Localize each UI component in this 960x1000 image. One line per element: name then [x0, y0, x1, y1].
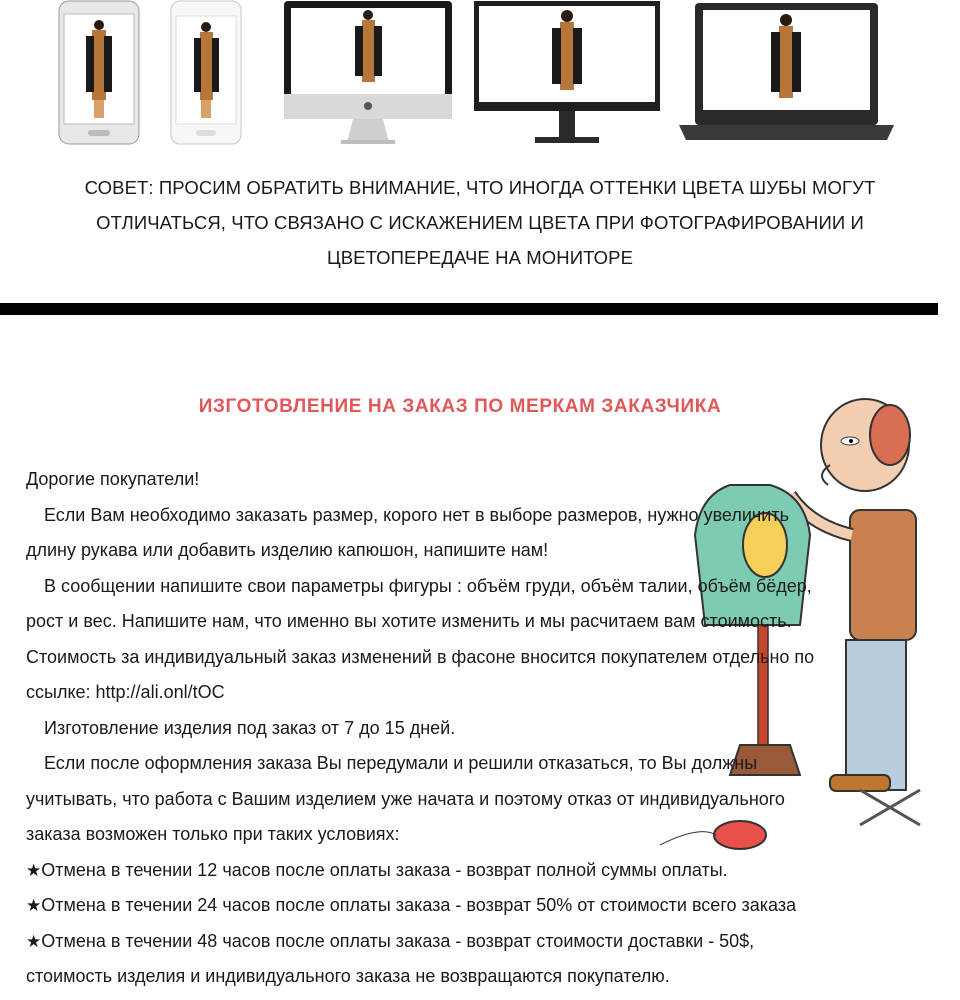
smartphone-white-image [170, 0, 242, 145]
star-icon: ★ [26, 931, 42, 951]
laptop-image [679, 0, 894, 145]
section-divider [0, 303, 938, 315]
color-notice [20, 170, 940, 275]
greeting: Дорогие покупатели! [26, 469, 200, 489]
paragraph-line: Если Вам необходимо заказать размер, корого нет в выборе размеров, нужно увеличить [44, 504, 789, 525]
device-showcase [0, 0, 960, 150]
paragraph-line: заказа возможен только при таких условиях: [26, 824, 400, 844]
notice-line: ЦВЕТОПЕРЕДАЧЕ НА МОНИТОРЕ [326, 247, 634, 268]
order-info-text [26, 462, 906, 995]
paragraph-line: учитывать, что работа с Вашим изделием уже начата и поэтому отказ от индивидуального [26, 788, 785, 809]
paragraph-line: длину рукава или добавить изделию капюшон, напишите нам! [26, 540, 549, 560]
condition-text: Отмена в течении 12 часов после оплаты заказа - возврат полной суммы оплаты. [41, 859, 728, 880]
smartphone-dark-image [58, 0, 140, 145]
imac-monitor-image [283, 0, 453, 148]
paragraph-line: рост и вес. Напишите нам, что именно вы хотите изменить и мы расчитаем вам стоимость. [26, 611, 792, 631]
condition-item [26, 888, 906, 924]
section-heading: ИЗГОТОВЛЕНИЕ НА ЗАКАЗ ПО МЕРКАМ ЗАКАЗЧИКА [198, 396, 722, 417]
paragraph-line: Стоимость за индивидуальный заказ изменений в фасоне вносится покупателем отдельно по [26, 646, 815, 667]
condition-text: Отмена в течении 24 часов после оплаты заказа - возврат 50% от стоимости всего заказа [41, 895, 797, 915]
paragraph-line: стоимость изделия и индивидуального заказа не возвращаются покупателю. [26, 966, 670, 986]
paragraph-line: Изготовление изделия под заказ от 7 до 15 дней. [44, 717, 456, 738]
paragraph-line: Если после оформления заказа Вы передумали и решили отказаться, то Вы должны [44, 753, 758, 773]
star-icon: ★ [26, 860, 42, 880]
condition-text: Отмена в течении 48 часов после оплаты заказа - возврат стоимости доставки - 50$, [41, 930, 755, 951]
paragraph-line: В сообщении напишите свои параметры фигуры : объём груди, объём талии, объём бёдер, [44, 575, 812, 596]
condition-item [26, 924, 906, 960]
notice-line: ОТЛИЧАТЬСЯ, ЧТО СВЯЗАНО С ИСКАЖЕНИЕМ ЦВЕТА ПРИ ФОТОГРАФИРОВАНИИ И [96, 212, 864, 233]
star-icon: ★ [26, 896, 42, 915]
notice-line: СОВЕТ: ПРОСИМ ОБРАТИТЬ ВНИМАНИЕ, ЧТО ИНОГДА ОТТЕНКИ ЦВЕТА ШУБЫ МОГУТ [84, 177, 876, 198]
paragraph-line: ссылке: http://ali.onl/tOC [26, 682, 225, 702]
dell-monitor-image [473, 0, 661, 148]
condition-item [26, 853, 906, 889]
